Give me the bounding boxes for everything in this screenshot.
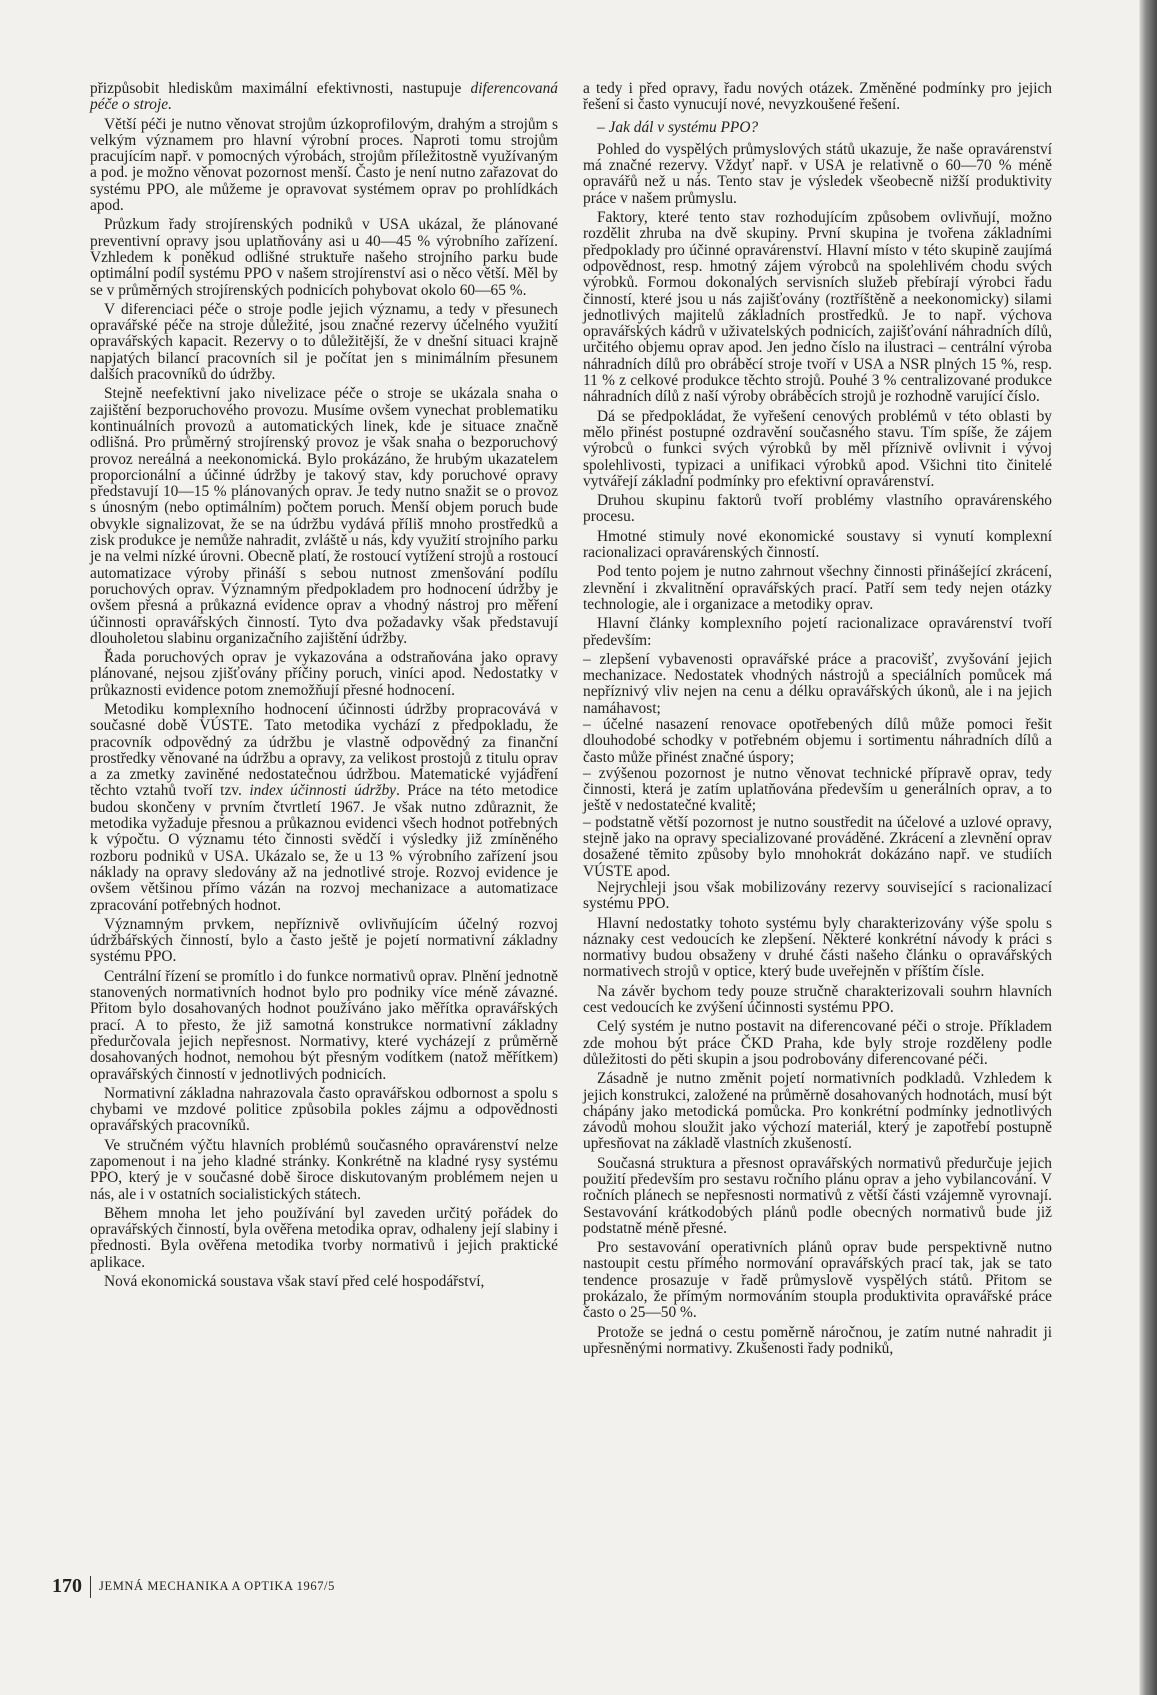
list-item: – zlepšení vybavenosti opravářské práce a pracovišť, zvyšování jejich mechanizace. Nedostatek vhodných nástrojů a speciálních pomůcek má nepříznivý vliv nejen na cenu a délku opravářských úkonů, ale i na jejich namáhavost; [583, 650, 1052, 717]
paragraph: Průzkum řady strojírenských podniků v USA ukázal, že plánované preventivní opravy jsou uplatňovány asi u 40—45 % výrobního zařízení. Vzhledem k poněkud odlišné struktuře našeho strojního parku bude optimální podíl systému PPO v našem strojírenství asi o něco větší. Měl by se v průměrných strojírenských podnicích pohybovat okolo 60—65 %. [90, 216, 558, 299]
paragraph: Druhou skupinu faktorů tvoří problémy vlastního opravárenského procesu. [583, 492, 1052, 526]
paragraph: Hmotné stimuly nové ekonomické soustavy si vynutí komplexní racionalizaci opravárenských činností. [583, 527, 1052, 562]
paragraph: V diferenciaci péče o stroje podle jejich významu, a tedy v přesunech opravářské péče na stroje důležité, jsou značné rezervy účelného využití opravářských kapacit. Rezervy o to důležitější, že v dnešní situaci krajně napjatých bilancí pracovních sil je počítat jen s minimálním přesunem dalších pracovníků do údržby. [90, 300, 558, 384]
section-heading: – Jak dál v systému PPO? [597, 118, 759, 136]
page-number: 170 [52, 1575, 82, 1597]
paragraph: Hlavní články komplexního pojetí racionalizace opravárenství tvoří především: [583, 615, 1052, 649]
paragraph: Hlavní nedostatky tohoto systému byly charakterizovány výše spolu s náznaky cest vedoucích ke zlepšení. Některé konkrétní návody k práci s normativy budou obsaženy v druhé části našeho článku o opravářských normativech strojů v optice, který bude uveřejněn v příštím čísle. [583, 914, 1052, 981]
list-item: – účelné nasazení renovace opotřebených dílů může pomoci řešit dlouhodobé schodky v potřebném objemu i sortimentu náhradních dílů a často může přinést značné úspory; [583, 715, 1052, 766]
paragraph: Pod tento pojem je nutno zahrnout všechny činnosti přinášející zkrácení, zlevnění i zkvalitnění opravářských prací. Patří sem tedy nejen otázky technologie, ale i organizace a metodiky oprav. [583, 563, 1052, 613]
paragraph: Protože se jedná o cestu poměrně náročnou, je zatím nutné nahradit ji upřesněnými normativy. Zkušenosti řady podniků, [583, 1323, 1052, 1357]
paragraph: Centrální řízení se promítlo i do funkce normativů oprav. Plnění jednotně stanovených normativních hodnot bylo pro podniky více méně závazné. Přitom bylo dosahovaných hodnot používáno jako měřítka opravářských prací. A to přesto, že již samotná konstrukce normativní základny předurčovala jejich nepřesnost. Normativy, které vycházejí z průměrně dosahovaných hodnot, nemohou být přesným vodítkem (natož měřítkem) opravářských činností v jednotlivých podnicích. [90, 967, 558, 1083]
page-edge-shadow [1140, 0, 1157, 1695]
paragraph: Stejně neefektivní jako nivelizace péče o stroje se ukázala snaha o zajištění bezporuchového provozu. Musíme ovšem vynechat problematiku kontinuálních provozů a automatických linek, kde je situace značně odlišná. Pro průměrný strojírenský provoz je však snaha o bezporuchový provoz nereálná a neekonomická. Bylo prokázáno, že hrubým ukazatelem proporcionální a účinné údržby je takový stav, kdy poruchové opravy představují 10—15 % plánovaných oprav. Je tedy nutno snažit se o provoz s únosným (nebo optimálním) počtem poruch. Menší objem poruch bude obvykle signalizovat, že se na údržbu vydává příliš mnoho prostředků a zisk produkce je nemůže nahradit, zvláště u nás, kdy využití strojního parku je na velmi nízké úrovni. Obecně platí, že rostoucí vytížení strojů a rostoucí automatizace výroby přináší s sebou nutnost zmenšování podílu poruchových oprav. Významným předpokladem pro hodnocení údržby je ovšem přesná a průkazná evidence oprav a vhodný nástroj pro měření účinnosti opravářských činností. Tyto dva požadavky však představují dlouholetou slabinu organizačního zajištění údržby. [90, 385, 559, 647]
list-item: – podstatně větší pozornost je nutno soustředit na účelové a uzlové opravy, stejně jako na opravy specializované prováděné. Zkrácení a zlevnění oprav dosažené těmito způsoby bylo mnohokrát dokázáno např. ve studiích VÚSTE apod. [583, 813, 1052, 880]
page-footer [52, 1575, 335, 1598]
paragraph: Významným prvkem, nepříznivě ovlivňujícím účelný rozvoj údržbářských činností, bylo a často ještě je pojetí normativní základny systému PPO. [90, 915, 558, 966]
left-column [90, 81, 558, 1293]
paragraph: Faktory, které tento stav rozhodujícím způsobem ovlivňují, možno rozdělit zhruba na dvě skupiny. První skupina je tvořena základními předpoklady pro účinné opravárenství. Hlavní místo v této skupině zaujímá odpovědnost, resp. hmotný zájem výrobců na spolehlivém chodu svých výrobků. Formou dokonalých servisních služeb přebírají výrobci řadu činností, které jsou u nás zajišťovány (roztříštěně a neekonomicky) silami jednotlivých majitelů základních prostředků. Je to např. výchova opravářských kádrů v uživatelských podnicích, zajišťování náhradních dílů, určitého objemu oprav apod. Jen jedno číslo na ilustraci – centrální výroba náhradních dílů pro obráběcí stroje tvoří v USA a NSR plných 15 %, resp. 11 % z celkové produkce těchto strojů. Pouhé 3 % centralizované produkce náhradních dílů z naší výroby obráběcích strojů je rozhodně varující číslo. [583, 209, 1052, 406]
paragraph: Normativní základna nahrazovala často opravářskou odbornost a spolu s chybami ve mzdové politice způsobila pokles zájmu a odpovědnosti opravářských pracovníků. [90, 1084, 558, 1135]
paragraph: přizpůsobit hlediskům maximální efektivnosti, nastupuje diferencovaná péče o stroje. [90, 80, 558, 114]
paragraph: Pro sestavování operativních plánů oprav bude perspektivně nutno nastoupit cestu přímého normování opravářských prací tak, jak se tato tendence prosazuje v řadě průmyslově vyspělých států. Přitom se prokázalo, že přímým normováním stoupla produktivita opravářské práce často o 25—50 %. [583, 1239, 1052, 1322]
footer-divider [90, 1576, 91, 1598]
right-column [583, 81, 1052, 1360]
paragraph: Metodiku komplexního hodnocení účinnosti údržby propracovává v současné době VÚSTE. Tato metodika vychází z předpokladu, že pracovník odpovědný za údržbu je vlastně odpovědný za finanční prostředky věnované na údržbu a opravy, za velikost prostojů z titulu oprav a za zmetky zaviněné nedostatečnou údržbou. Matematické vyjádření těchto vztahů tvoří tzv. index účinnosti údržby. Práce na této metodice budou skončeny v prvním čtvrtletí 1967. Je však nutno zdůraznit, že metodika vyžaduje přesnou a průkaznou evidenci všech hodnot potřebných k výpočtu. O významu této činnosti svědčí i výsledky již zmíněného rozboru podniků v USA. Ukázalo se, že u 13 % výrobního zařízení jsou náklady na opravy sledovány až na jednotlivé stroje. Rozvoj evidence je ovšem většinou přímo vázán na rozvoj mechanizace a automatizace zpracování potřebných hodnot. [90, 700, 558, 914]
paragraph: Ve stručném výčtu hlavních problémů současného opravárenství nelze zapomenout i na jeho kladné stránky. Konkrétně na kladné rysy systému PPO, který je v současné době široce diskutovaným problémem nejen u nás, ale i v ostatních socialistických státech. [90, 1136, 558, 1203]
paragraph: Nová ekonomická soustava však staví před celé hospodářství, [104, 1273, 485, 1291]
paragraph: Během mnoha let jeho používání byl zaveden určitý pořádek do opravářských činností, byla ověřena metodika oprav, odhaleny její slabiny i přednosti. Byla ověřena metodika tvorby normativů i jejich praktické aplikace. [90, 1204, 558, 1271]
list-item: – zvýšenou pozornost je nutno věnovat technické přípravě oprav, tedy činnosti, která je zatím uplatňována především u generálních oprav, a to ještě v nedostatečné kvalitě; [583, 764, 1052, 815]
paragraph: a tedy i před opravy, řadu nových otázek. Změněné podmínky pro jejich řešení si často vynucují nové, nevyzkoušené řešení. [583, 80, 1052, 114]
paragraph: Pohled do vyspělých průmyslových států ukazuje, že naše opravárenství má značné rezervy. Vždyť např. v USA je relativně o 60—70 % méně opravářů než u nás. Tento stav je výsledek všeobecně nižší produktivity práce v našem průmyslu. [583, 140, 1052, 207]
paragraph: Nejrychleji jsou však mobilizovány rezervy související s racionalizací systému PPO. [583, 878, 1052, 913]
paragraph: Řada poruchových oprav je vykazována a odstraňována jako opravy plánované, nejsou zjišťovány příčiny poruch, viníci apod. Nedostatky v průkaznosti evidence potom znemožňují přesné hodnocení. [90, 649, 558, 699]
paragraph: Na závěr bychom tedy pouze stručně charakterizovali souhrn hlavních cest vedoucích ke zvýšení účinnosti systému PPO. [583, 982, 1052, 1017]
journal-title: JEMNÁ MECHANIKA A OPTIKA 1967/5 [99, 1579, 335, 1593]
paragraph: Celý systém je nutno postavit na diferencované péči o stroje. Příkladem zde mohou být práce ČKD Praha, kde byly stroje rozděleny podle důležitosti do pěti skupin a jsou podrobovány diferencované péči. [583, 1018, 1052, 1068]
paragraph: Současná struktura a přesnost opravářských normativů předurčuje jejich použití především pro sestavu ročního plánu oprav a jeho vybilancování. V ročních plánech se nepřesnosti normativů z větší části vzájemně vyrovnají. Sestavování krátkodobých plánů podle obecných normativů bude již podstatně méně přesné. [583, 1154, 1052, 1237]
paragraph: Dá se předpokládat, že vyřešení cenových problémů v této oblasti by mělo přinést postupné ozdravění současného stavu. Tím spíše, že zájem výrobců o funkci svých výrobků by měl příznivě ovlivnit i vývoj spolehlivosti, typizaci a unifikaci výrobků apod. Všichni tito činitelé vytvářejí základní podmínky pro efektivní opravárenství. [583, 407, 1052, 490]
paragraph: Zásadně je nutno změnit pojetí normativních podkladů. Vzhledem k jejich konstrukci, založené na průměrně dosahovaných hodnotách, musí být chápány jako metodická pomůcka. Pro konkrétní podmínky jednotlivých závodů mohou sloužit jako výchozí materiál, který je zapotřebí postupně upřesňovat na základě vlastních zkušeností. [583, 1070, 1052, 1153]
paragraph: Větší péči je nutno věnovat strojům úzkoprofilovým, drahým a strojům s velkým významem pro hlavní výrobní proces. Naproti tomu strojům pracujícím např. v pomocných výrobách, strojům příležitostně využívaným a pod. je možno věnovat pozornost menší. Často je není nutno zařazovat do systému PPO, ale můžeme je opravovat systémem oprav po prohlídkách apod. [90, 115, 558, 215]
